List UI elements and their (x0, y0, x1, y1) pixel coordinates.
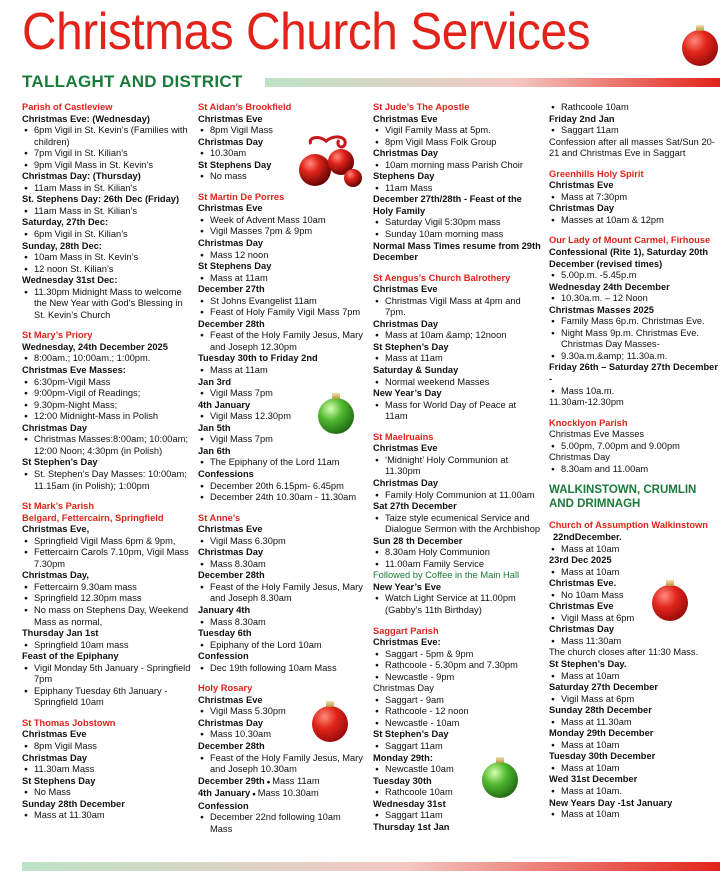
service-note: The church closes after 11:30 Mass. (549, 647, 699, 658)
column-3 (373, 102, 541, 833)
date-heading: Christmas Day (198, 547, 264, 558)
date-heading: Christmas Day (373, 148, 439, 159)
date-heading: Christmas Day (549, 624, 615, 635)
service-item: ● Mass for World Day of Peace at 11am (373, 400, 541, 423)
service-item: ● Saggart 11am (549, 125, 719, 137)
parish-heading: Knocklyon Parish (549, 417, 628, 428)
service-item: ● 9.30a.m.&amp; 11.30a.m. (549, 351, 719, 363)
parish-heading: St Mark’s Parish (22, 501, 94, 512)
parish-heading: St Jude’s The Apostle (373, 102, 470, 112)
parish-heading: Greenhills Holy Spirit (549, 168, 644, 179)
date-heading: Confessions (198, 468, 254, 479)
service-item: ● Epiphany Tuesday 6th January - Springfield 10am (22, 686, 192, 709)
service-item: ● Fettercairn 9.30am mass (22, 582, 192, 594)
date-heading: Confession (198, 651, 249, 662)
service-item: ● 10am morning mass Parish Choir (373, 160, 541, 172)
date-heading: Wednesday, 24th December 2025 (22, 341, 168, 352)
service-item: ● Christmas Vigil Mass at 4pm and 7pm. (373, 296, 541, 319)
service-item: ● 8.30am and 11.00am (549, 464, 719, 476)
service-item: ● Week of Advent Mass 10am (198, 215, 364, 227)
service-item: ● 9pm Vigil Mass in St. Kevin’s (22, 160, 192, 172)
parish-heading: St Anne’s (198, 512, 241, 523)
service-item: ● Mass at 10am. (549, 786, 719, 798)
date-heading: Christmas Day (198, 238, 264, 249)
service-text: Christmas Day (549, 452, 610, 463)
date-heading: Tuesday 30th (373, 775, 432, 786)
service-item: ● Night Mass 9p.m. Christmas Eve. Christmas Day Masses- (549, 328, 719, 351)
date-heading: Sat 27th December (373, 501, 457, 512)
service-item: ● 8.30am Holy Communion (373, 547, 541, 559)
service-item: ● Watch Light Service at 11.00pm (Gabby’s 11th Birthday) (373, 593, 541, 616)
date-heading: Christmas Day (549, 203, 615, 214)
service-item: ● Newcastle 10am (373, 764, 541, 776)
service-item: ● Normal weekend Masses (373, 377, 541, 389)
service-item: ● Mass 12 noon (198, 250, 364, 262)
service-item: ● Rathcoole 10am (373, 787, 541, 799)
date-heading: St Stephen’s Day. (549, 658, 627, 669)
date-heading: St. Stephens Day: 26th Dec (Friday) (22, 194, 180, 205)
service-item: ● Christmas Masses:8:00am; 10:00am; 12:00 Noon; 4:30pm (in Polish) (22, 434, 192, 457)
service-note: Followed by Coffee in the Main Hall (373, 570, 520, 581)
date-heading: Christmas Day: (Thursday) (22, 171, 141, 182)
service-item: Mass 11am (272, 775, 320, 786)
parish-heading: St Maelruains (373, 431, 434, 442)
service-item: ● Vigil Masses 7pm & 9pm (198, 226, 364, 238)
date-heading: Saturday & Sunday (373, 365, 459, 376)
date-heading: St Stephens Day (198, 159, 272, 170)
service-item: ● ‘Midnight’ Holy Communion at 11.30pm (373, 455, 541, 478)
service-item: ● Vigil Family Mass at 5pm. (373, 125, 541, 137)
service-item: ● 10.30am (198, 148, 364, 160)
service-item: ● Mass at 11am (198, 365, 364, 377)
service-item: ● The Epiphany of the Lord 11am (198, 457, 364, 469)
service-item: ● Family Holy Communion at 11.00am (373, 490, 541, 502)
service-item: ● Mass 10a.m. (549, 386, 719, 398)
page-title: Christmas Church Services (22, 3, 591, 61)
service-item: ● Dec 19th following 10am Mass (198, 663, 364, 675)
date-heading: Christmas Day, (22, 570, 89, 581)
header-divider (265, 78, 720, 87)
date-heading: Wed 31st December (549, 774, 638, 785)
service-item: ● Taize style ecumenical Service and Dialogue Sermon with the Archbishop (373, 513, 541, 536)
date-heading: Sun 28 th December (373, 535, 463, 546)
service-item: ● December 20th 6.15pm- 6.45pm (198, 481, 364, 493)
service-item: Mass 10.30am (257, 788, 319, 799)
date-heading: Sunday 28th December (549, 705, 652, 716)
region-heading: TALLAGHT AND DISTRICT (22, 72, 243, 91)
service-item: ● Springfield 10am mass (22, 640, 192, 652)
date-heading: December 27th/28th - Feast of the Holy Family (373, 194, 522, 216)
service-item: ● Mass 10.30am (198, 729, 364, 741)
service-item: ● Mass at 10am (549, 763, 719, 775)
date-heading: Tuesday 30th December (549, 751, 656, 762)
date-heading: Normal Mass Times resume from 29th December (373, 240, 541, 263)
service-item: ● Springfield Vigil Mass 6pm & 9pm, (22, 536, 192, 548)
date-heading: Wednesday 31st Dec: (22, 275, 118, 286)
date-heading: Wednesday 31st (373, 798, 446, 809)
service-item: ● 10.30a.m. – 12 Noon (549, 293, 719, 305)
date-heading: New Years Day -1st January (549, 797, 673, 808)
service-item: ● Mass at 10am &amp; 12noon (373, 330, 541, 342)
service-item: ● Rathcoole - 12 noon (373, 706, 541, 718)
service-item: ● 11am Mass in St. Kilian’s (22, 183, 192, 195)
service-item: ● Feast of the Holy Family Jesus, Mary and Joseph 8.30am (198, 582, 364, 605)
parish-heading: St Thomas Jobstown (22, 717, 116, 728)
green-bauble-icon (482, 762, 518, 798)
date-heading: St Stephen’s Day (373, 729, 449, 740)
service-item: ● 11.00am Family Service (373, 559, 541, 571)
date-heading: Christmas Day (373, 318, 439, 329)
service-item: ● Vigil Mass 7pm (198, 434, 364, 446)
date-heading: Christmas Eve (198, 113, 263, 124)
date-heading: December 27th (198, 284, 265, 295)
service-item: ● 6pm Vigil in St. Kevin’s (Families with children) (22, 125, 192, 148)
region-heading: WALKINSTOWN, CRUMLIN AND DRIMNAGH (549, 484, 697, 510)
date-heading: December 28th (198, 740, 265, 751)
service-item: ● 8pm Vigil Mass Folk Group (373, 137, 541, 149)
service-item: ● 11.30pm Midnight Mass to welcome the New Year with God’s Blessing in St. Kevin’s Church (22, 287, 192, 322)
date-heading: Christmas Day (198, 136, 264, 147)
red-bauble-icon (682, 30, 718, 66)
service-item: ● Feast of Holy Family Vigil Mass 7pm (198, 307, 364, 319)
service-item: ● 11.30am Mass (22, 764, 192, 776)
date-heading: 22ndDecember. (553, 531, 622, 542)
service-item: ● No mass on Stephens Day, Weekend Mass as normal, (22, 605, 192, 628)
date-heading: Christmas Eve (373, 443, 438, 454)
service-item: ● Mass at 10am (549, 671, 719, 683)
service-item: ● Vigil Monday 5th January - Springfield 7pm (22, 663, 192, 686)
service-item: ● December 24th 10.30am - 11.30am (198, 492, 364, 504)
service-item: ● Saggart 11am (373, 741, 541, 753)
date-heading: Christmas Eve (198, 524, 263, 535)
date-heading: Christmas Day (198, 717, 264, 728)
service-item: ● Mass at 10am (549, 567, 719, 579)
parish-heading: Holy Rosary (198, 683, 253, 694)
service-item: ● No mass (198, 171, 364, 183)
service-item: ● Fettercairn Carols 7.10pm, Vigil Mass 7.30pm (22, 547, 192, 570)
date-heading: St Stephen’s Day (373, 341, 449, 352)
date-heading: Christmas Eve (549, 180, 614, 191)
service-item: ● Mass at 10am (549, 809, 719, 821)
service-item: ● Vigil Mass 7pm (198, 388, 364, 400)
service-item: ● 7pm Vigil in St. Kilian’s (22, 148, 192, 160)
date-heading: Christmas Eve (373, 113, 438, 124)
service-item: ● Mass at 11am (198, 273, 364, 285)
date-heading: Tuesday 6th (198, 628, 252, 639)
service-item: ● No Mass (22, 787, 192, 799)
service-item: ● Saggart 11am (373, 810, 541, 822)
service-item: ● 11am Mass (373, 183, 541, 195)
service-item: ● St Johns Evangelist 11am (198, 296, 364, 308)
date-heading: Sunday, 28th Dec: (22, 240, 102, 251)
date-heading: December 28th (198, 318, 265, 329)
date-heading: Monday 29th December (549, 728, 654, 739)
date-heading: Jan 5th (198, 422, 231, 433)
service-item: ● Rathcoole 10am (549, 102, 719, 114)
parish-heading: Saggart Parish (373, 625, 439, 636)
service-item: ● Feast of the Holy Family Jesus, Mary and Joseph 10.30am (198, 753, 364, 776)
service-item: ● Vigil Mass 12.30pm (198, 411, 364, 423)
date-heading: Sunday 28th December (22, 798, 125, 809)
service-text: Confession after all masses Sat/Sun 20-21 and Christmas Eve in Saggart (549, 136, 715, 159)
date-heading: Christmas Eve. (549, 578, 617, 589)
service-text: 11.30am-12.30pm (549, 397, 624, 408)
service-item: ● Vigil Mass 5.30pm (198, 706, 364, 718)
date-heading: Stephens Day (373, 171, 435, 182)
parish-heading: Church of Assumption Walkinstown (549, 520, 708, 531)
date-heading: Confessional (Rite 1), Saturday 20th December (revised times) (549, 247, 709, 269)
date-heading: Confession (198, 800, 249, 811)
service-item: ● Mass 8.30am (198, 559, 364, 571)
service-item: ● Mass 8.30am (198, 617, 364, 629)
service-item: ● 5.00pm, 7.00pm and 9.00pm (549, 441, 719, 453)
service-item: ● Epiphany of the Lord 10am (198, 640, 364, 652)
date-heading: St Stephens Day (198, 261, 272, 272)
date-heading: Saturday, 27th Dec: (22, 217, 109, 228)
date-heading: Christmas Eve: (373, 637, 441, 648)
bullet-icon: ● (250, 791, 258, 799)
service-item: ● Mass 11:30am (549, 636, 719, 648)
date-heading: Thursday Jan 1st (22, 628, 99, 639)
service-item: ● 10am Mass in St. Kevin’s (22, 252, 192, 264)
date-heading: Christmas Eve (22, 729, 87, 740)
date-heading: New Year’s Eve (373, 581, 442, 592)
service-item: ● Vigil Mass at 6pm (549, 613, 719, 625)
green-bauble-icon (318, 398, 354, 434)
service-item: ● 8:00am.; 10:00am.; 1:00pm. (22, 353, 192, 365)
date-heading: Friday 2nd Jan (549, 113, 615, 124)
date-heading: St Stephen’s Day (22, 457, 98, 468)
date-heading: Friday 26th – Saturday 27th December - (549, 362, 718, 385)
service-item: ● Family Mass 6p.m. Christmas Eve. (549, 316, 719, 328)
service-item: ● Newcastle - 9pm (373, 672, 541, 684)
service-item: ● Mass at 10am (549, 544, 719, 556)
date-heading: Jan 6th (198, 445, 231, 456)
service-item: ● Newcastle - 10am (373, 718, 541, 730)
service-item: ● Vigil Mass 6.30pm (198, 536, 364, 548)
date-heading: Christmas Day (373, 477, 439, 488)
date-heading: New Year’s Day (373, 388, 442, 399)
service-item: ● Masses at 10am & 12pm (549, 215, 719, 227)
service-item: ● 12 noon St. Kilian’s (22, 264, 192, 276)
service-item: ● December 22nd following 10am Mass (198, 812, 364, 835)
service-item: ● Sunday 10am morning mass (373, 229, 541, 241)
service-item: ● Feast of the Holy Family Jesus, Mary and Joseph 12.30pm (198, 330, 364, 353)
date-heading: Monday 29th: (373, 752, 433, 763)
date-heading: St Stephens Day (22, 775, 96, 786)
date-heading: Jan 3rd (198, 376, 232, 387)
service-text: Christmas Eve Masses (549, 429, 645, 440)
date-heading: Christmas Eve (373, 284, 438, 295)
service-item: ● Rathcoole - 5.30pm and 7.30pm (373, 660, 541, 672)
date-heading: December 28th (198, 570, 265, 581)
service-item: ● 8pm Vigil Mass (198, 125, 364, 137)
date-heading: Christmas Eve (198, 694, 263, 705)
service-item: ● 5.00p.m. -5.45p.m (549, 270, 719, 282)
date-heading: Christmas Eve (549, 601, 614, 612)
service-text: Christmas Day (373, 683, 434, 694)
date-heading: Thursday 1st Jan (373, 821, 450, 832)
service-item: ● Springfield 12.30pm mass (22, 593, 192, 605)
service-item: ● 12:00 Midnight-Mass in Polish (22, 411, 192, 423)
date-heading (198, 788, 364, 801)
bullet-icon: ● (264, 778, 273, 786)
parish-heading: St Aengus’s Church Balrothery (373, 272, 511, 283)
date-heading: Christmas Eve (198, 203, 263, 214)
date-heading: Wednesday 24th December (549, 281, 670, 292)
date-heading: 23rd Dec 2025 (549, 555, 612, 566)
service-item: ● Saturday Vigil 5:30pm mass (373, 217, 541, 229)
date-heading: Feast of the Epiphany (22, 651, 119, 662)
service-item: ● Mass at 10am (549, 740, 719, 752)
service-item: ● Vigil Mass at 6pm (549, 694, 719, 706)
footer-divider (22, 862, 720, 871)
date-heading: Christmas Eve: (Wednesday) (22, 113, 150, 124)
service-item: ● No 10am Mass (549, 590, 719, 602)
column-4 (549, 102, 719, 821)
service-item: ● Saggart - 5pm & 9pm (373, 649, 541, 661)
service-item: ● 6pm Vigil in St. Kilian’s (22, 229, 192, 241)
service-item: ● Mass at 11am (373, 353, 541, 365)
date-heading: Christmas Day (22, 752, 88, 763)
date-label: December 29th (198, 775, 265, 786)
date-heading: Christmas Day (22, 422, 88, 433)
date-heading: Christmas Eve Masses: (22, 365, 126, 376)
red-bauble-icon (312, 706, 348, 742)
date-label: 4th January (198, 788, 251, 799)
service-item: ● 11am Mass in St. Kilian’s (22, 206, 192, 218)
service-item: ● 9:00pm-Vigil of Readings; (22, 388, 192, 400)
service-item: ● 6:30pm-Vigil Mass (22, 377, 192, 389)
red-ribbon-baubles-icon (295, 132, 365, 192)
parish-subheading: Belgard, Fettercairn, Springfield (22, 512, 164, 523)
parish-heading: Our Lady of Mount Carmel, Firhouse (549, 235, 711, 246)
date-heading: Christmas Masses 2025 (549, 304, 654, 315)
service-item: ● Mass at 11.30am (22, 810, 192, 822)
parish-heading: St Aidan’s Brookfield (198, 102, 292, 112)
date-heading: January 4th (198, 604, 251, 615)
date-heading: Christmas Eve, (22, 524, 90, 535)
parish-heading: St Martin De Porres (198, 191, 285, 202)
red-bauble-icon (652, 585, 688, 621)
service-item: ● Saggart - 9am (373, 695, 541, 707)
parish-heading: St Mary’s Priory (22, 330, 93, 341)
service-item: ● 8pm Vigil Mass (22, 741, 192, 753)
date-heading: Saturday 27th December (549, 682, 659, 693)
service-item: ● 9.30pm-Night Mass; (22, 400, 192, 412)
parish-heading: Parish of Castleview (22, 102, 113, 112)
service-item: ● Mass at 7:30pm (549, 192, 719, 204)
service-item: ● St. Stephen’s Day Masses: 10:00am; 11.15am (in Polish); 1:00pm (22, 469, 192, 492)
service-item: ● Mass at 11.30am (549, 717, 719, 729)
column-1 (22, 102, 192, 822)
date-heading: 4th January (198, 399, 251, 410)
date-heading (198, 776, 364, 789)
date-heading: Tuesday 30th to Friday 2nd (198, 353, 318, 364)
